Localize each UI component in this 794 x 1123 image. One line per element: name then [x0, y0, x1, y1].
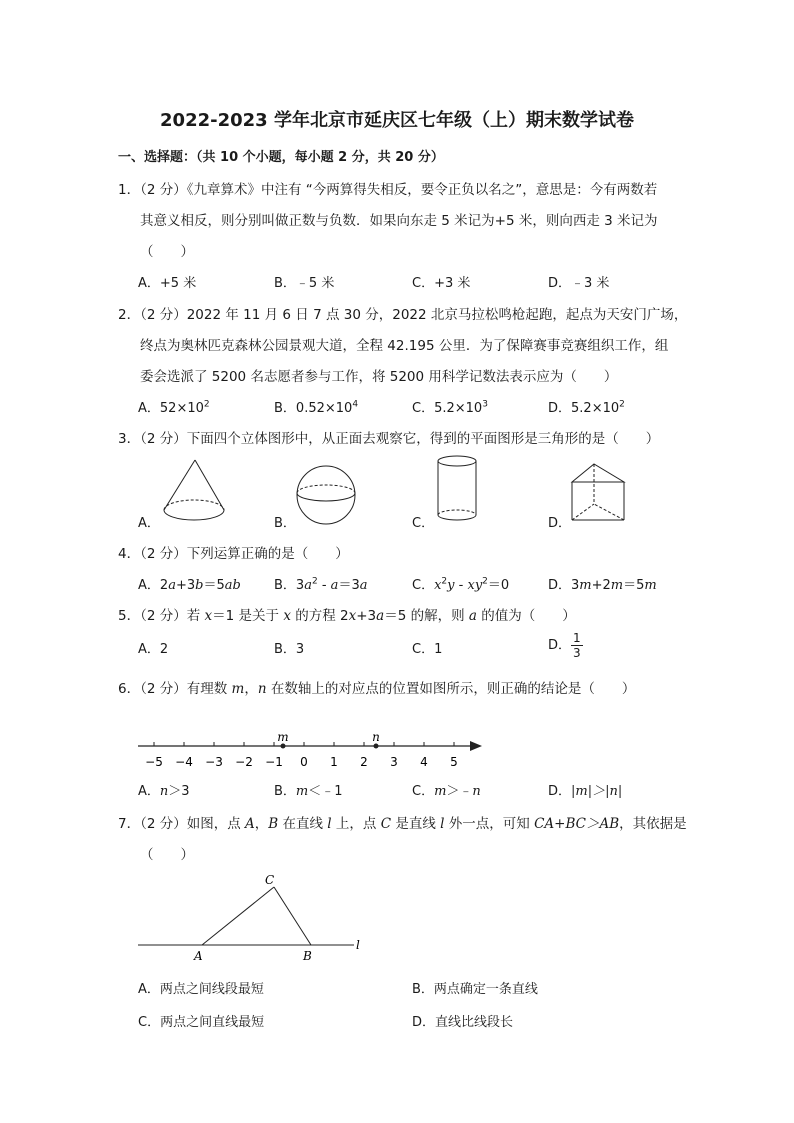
q1-option-d[interactable]: D．﹣3 米: [548, 276, 610, 291]
tick-label: 5: [450, 755, 458, 769]
q1-line1: 1．（2 分）《九章算术》中注有 “今两算得失相反，要令正负以名之”，意思是：今有两数若: [118, 182, 658, 198]
point-m: [281, 744, 286, 749]
q4-option-a[interactable]: A．2a+3b＝5ab: [138, 578, 241, 593]
q7-option-d[interactable]: D．直线比线段长: [412, 1015, 514, 1030]
q3-option-d[interactable]: D．: [548, 516, 572, 531]
q2-line2: 终点为奥林匹克森林公园景观大道，全程 42.195 公里．为了保障赛事竞赛组织工作，组: [140, 338, 669, 354]
q6-line1: 6．（2 分）有理数 m，n 在数轴上的对应点的位置如图所示，则正确的结论是（ ）: [118, 681, 636, 697]
q5-option-d[interactable]: D． $\frac{1}{3}$: [548, 631, 581, 660]
fraction-one-third: $\frac{1}{3}$: [573, 631, 581, 660]
label-c: C: [265, 873, 275, 887]
q1-option-a[interactable]: A．+5 米: [138, 276, 197, 291]
q3-option-a[interactable]: A．: [138, 516, 160, 531]
q6-option-d[interactable]: D．|m|＞|n|: [548, 784, 623, 799]
q3-option-c[interactable]: C．: [412, 516, 435, 531]
q6-option-a[interactable]: A．n＞3: [138, 784, 190, 799]
label-a: A: [194, 949, 203, 963]
tick-label: −1: [265, 755, 283, 769]
tick-label: 4: [420, 755, 428, 769]
segment-ca: [202, 887, 274, 945]
sphere-figure: [296, 465, 358, 525]
label-l: l: [356, 938, 360, 952]
q4-line1: 4．（2 分）下列运算正确的是（ ）: [118, 546, 349, 562]
q6-option-b[interactable]: B．m＜﹣1: [274, 784, 343, 799]
q3-line1: 3．（2 分）下面四个立体图形中，从正面去观察它，得到的平面图形是三角形的是（ ）: [118, 431, 660, 447]
q1-option-b[interactable]: B．﹣5 米: [274, 276, 335, 291]
triangular-prism-figure: [570, 462, 628, 522]
q5-line1: 5．（2 分）若 x＝1 是关于 x 的方程 2x+3a＝5 的解，则 a 的值为（ ）: [118, 608, 576, 624]
tick-label: 0: [300, 755, 308, 769]
q7-option-b[interactable]: B．两点确定一条直线: [412, 982, 538, 997]
label-b: B: [303, 949, 312, 963]
segment-cb: [274, 887, 311, 945]
tick-label: −4: [175, 755, 193, 769]
q4-option-d[interactable]: D．3m+2m＝5m: [548, 578, 657, 593]
point-n: [374, 744, 379, 749]
q2-line1: 2．（2 分）2022 年 11 月 6 日 7 点 30 分，2022 北京马拉松鸣枪起跑，起点为天安门广场，: [118, 307, 688, 323]
q1-line3: （ ）: [140, 244, 194, 260]
q2-option-b[interactable]: B．$0.52\times 10^4$: [274, 399, 359, 416]
q2-line3: 委会选派了 5200 名志愿者参与工作，将 5200 用科学记数法表示应为（ ）: [140, 369, 618, 385]
number-line-arrow: [470, 741, 482, 751]
tick-label: 3: [390, 755, 398, 769]
section-heading: 一、选择题：（共 10 个小题，每小题 2 分，共 20 分）: [118, 150, 444, 165]
exam-title: 2022-2023 学年北京市延庆区七年级（上）期末数学试卷: [160, 110, 634, 131]
tick-label: −5: [145, 755, 163, 769]
q3-option-b[interactable]: B．: [274, 516, 296, 531]
q1-option-c[interactable]: C．+3 米: [412, 276, 471, 291]
q4-option-b[interactable]: B．$3a^2 - a=3a$: [274, 576, 368, 593]
tick-label: −2: [235, 755, 253, 769]
tick-label: −3: [205, 755, 223, 769]
point-label-m: m: [277, 730, 289, 744]
q2-option-a[interactable]: A．$52\times 10^2$: [138, 399, 210, 416]
tick-label: 1: [330, 755, 338, 769]
q5-option-c[interactable]: C．1: [412, 642, 443, 657]
q7-line2: （ ）: [140, 847, 194, 863]
triangle-line-figure: [136, 870, 376, 970]
q7-line1: 7．（2 分）如图，点 A，B 在直线 l 上，点 C 是直线 l 外一点，可知 CA+BC＞AB，其依据是: [118, 816, 687, 832]
point-label-n: n: [372, 730, 380, 744]
q4-option-c[interactable]: C．$x^2y - xy^2=0$: [412, 576, 510, 593]
q2-option-c[interactable]: C．$5.2\times 10^3$: [412, 399, 488, 416]
q1-line2: 其意义相反，则分别叫做正数与负数．如果向东走 5 米记为+5 米，则向西走 3 米记为: [140, 213, 658, 229]
cylinder-figure: [436, 455, 480, 527]
q6-option-c[interactable]: C．m＞﹣n: [412, 784, 481, 799]
q5-option-b[interactable]: B．3: [274, 642, 305, 657]
q5-option-a[interactable]: A．2: [138, 642, 169, 657]
number-line-figure: [130, 730, 490, 772]
tick-label: 2: [360, 755, 368, 769]
q7-option-a[interactable]: A．两点之间线段最短: [138, 982, 264, 997]
cone-figure: [160, 458, 230, 526]
q2-option-d[interactable]: D．$5.2\times 10^2$: [548, 399, 625, 416]
q7-option-c[interactable]: C．两点之间直线最短: [138, 1015, 265, 1030]
